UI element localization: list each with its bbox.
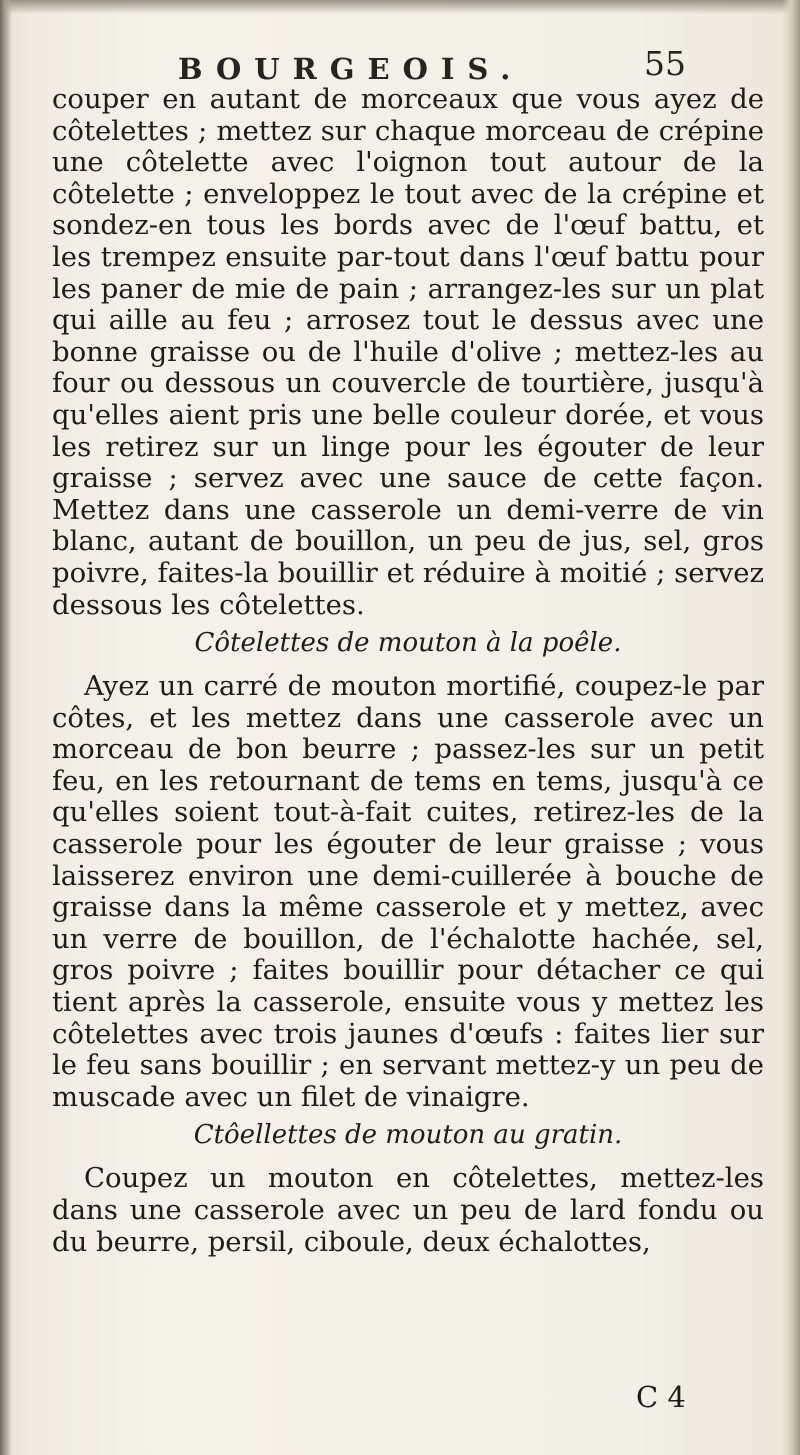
- section-title: Ctôellettes de mouton au gratin.: [193, 1120, 623, 1151]
- page-gutter-shadow: [0, 0, 12, 1455]
- page-number: 55: [644, 44, 686, 83]
- body-paragraph: Coupez un mouton en côtelettes, mettez-les dans une casserole avec un peu de lard fondu ou du beurre, persil, ciboule, deux échalottes,: [52, 1162, 764, 1258]
- page-header: [52, 40, 764, 84]
- page-content: [52, 40, 764, 1258]
- signature-mark: C 4: [636, 1380, 686, 1414]
- body-paragraph: Ayez un carré de mouton mortifié, coupez-le par côtes, et les mettez dans une casserole avec un morceau de bon beurre ; passez-les sur un petit feu, en les retournant de tems en tems, jusqu'à ce qu'elles soient tout-à-fait cuites, retirez-les de la casserole pour les égouter de leur graisse ; vous laisserez environ une demi-cuillerée à bouche de graisse dans la même casserole et y mettez, avec un verre de bouillon, de l'échalotte hachée, sel, gros poivre ; faites bouillir pour détacher ce qui tient après la casserole, ensuite vous y mettez les côtelettes avec trois jaunes d'œufs : faites lier sur le feu sans bouillir ; en servant mettez-y un peu de muscade avec un filet de vinaigre.: [52, 670, 764, 1113]
- section-title: Côtelettes de mouton à la poêle.: [194, 628, 622, 659]
- page-top-shadow: [0, 0, 800, 14]
- body-paragraph: couper en autant de morceaux que vous ayez de côtelettes ; mettez sur chaque morceau de crépine une côtelette avec l'oignon tout autour de la côtelette ; enveloppez le tout avec de la crépine et sondez-en tous les bords avec de l'œuf battu, et les trempez ensuite par-tout dans l'œuf battu pour les paner de mie de pain ; arrangez-les sur un plat qui aille au feu ; arrosez tout le dessus avec une bonne graisse ou de l'huile d'olive ; mettez-les au four ou dessous un couvercle de tourtière, jusqu'à qu'elles aient pris une belle couleur dorée, et vous les retirez sur un linge pour les égouter de leur graisse ; servez avec une sauce de cette façon. Mettez dans une casserole un demi-verre de vin blanc, autant de bouillon, un peu de jus, sel, gros poivre, faites-la bouillir et réduire à moitié ; servez dessous les côtelettes.: [52, 83, 764, 621]
- running-head: BOURGEOIS.: [178, 52, 524, 86]
- page-edge-shadow: [782, 0, 800, 1455]
